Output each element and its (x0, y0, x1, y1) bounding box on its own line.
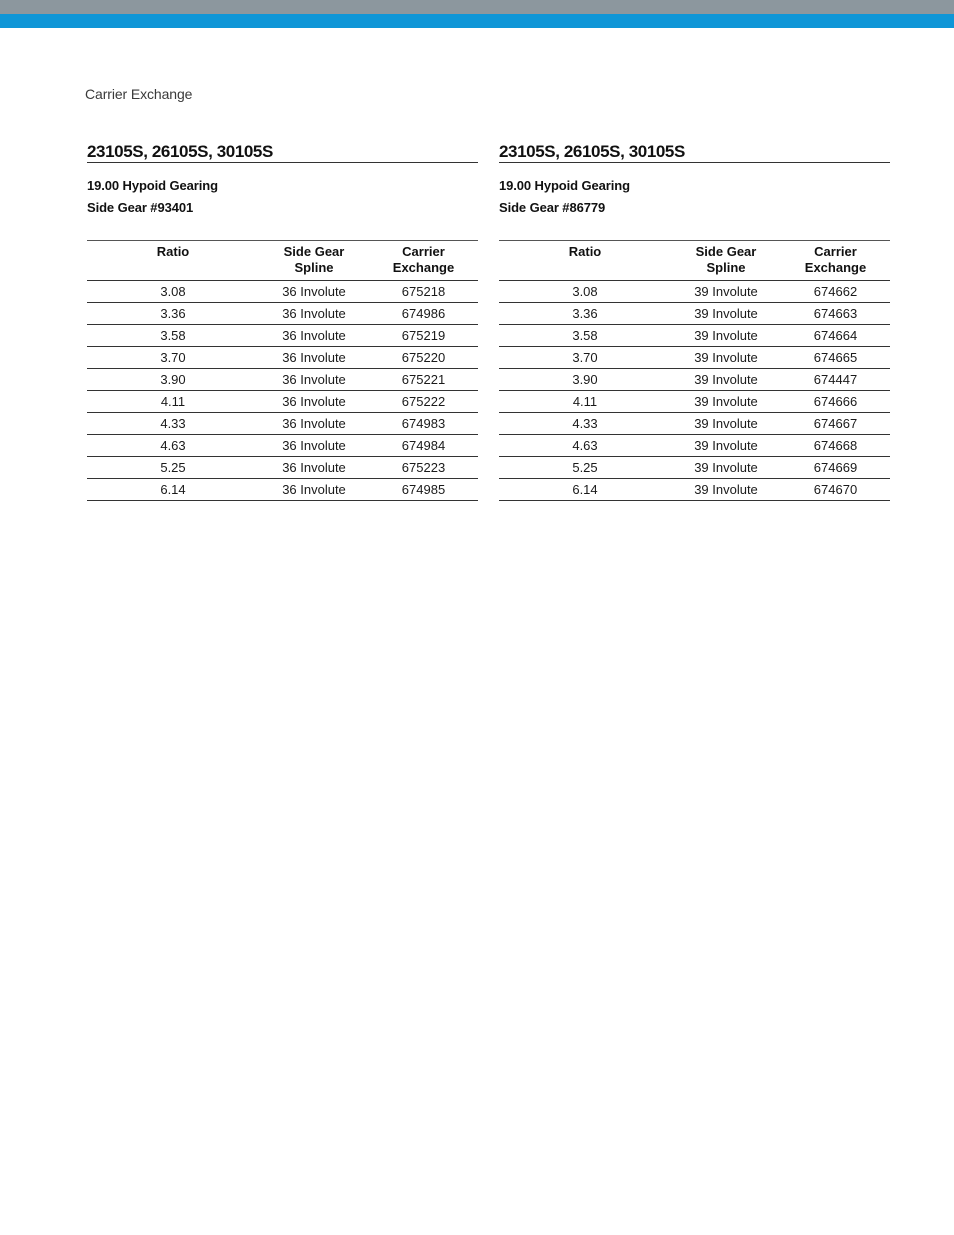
exchange-cell: 675218 (369, 281, 478, 303)
exchange-cell: 675219 (369, 325, 478, 347)
spline-cell: 39 Involute (671, 347, 781, 369)
table-row (87, 479, 478, 501)
ratio-cell: 4.63 (87, 435, 259, 457)
spline-cell: 36 Involute (259, 391, 369, 413)
side-gear-label: Side Gear #93401 (87, 200, 194, 215)
ratio-cell: 3.70 (499, 347, 671, 369)
table-row (87, 391, 478, 413)
top-bar-blue (0, 14, 954, 28)
table-row (499, 413, 890, 435)
spline-cell: 36 Involute (259, 369, 369, 391)
spline-cell: 39 Involute (671, 391, 781, 413)
spline-cell: 36 Involute (259, 303, 369, 325)
ratio-cell: 5.25 (87, 457, 259, 479)
column-header-exchange: Carrier Exchange (781, 241, 890, 281)
table-row (499, 479, 890, 501)
exchange-cell: 675222 (369, 391, 478, 413)
table-row (87, 369, 478, 391)
exchange-cell: 674986 (369, 303, 478, 325)
table-row (87, 325, 478, 347)
ratio-cell: 3.70 (87, 347, 259, 369)
exchange-cell: 674665 (781, 347, 890, 369)
spline-cell: 39 Involute (671, 457, 781, 479)
ratio-cell: 3.36 (499, 303, 671, 325)
exchange-cell: 674666 (781, 391, 890, 413)
table-row (499, 303, 890, 325)
exchange-cell: 674663 (781, 303, 890, 325)
spline-cell: 36 Involute (259, 281, 369, 303)
ratio-cell: 4.11 (499, 391, 671, 413)
exchange-cell: 675223 (369, 457, 478, 479)
spline-cell: 39 Involute (671, 369, 781, 391)
exchange-cell: 674670 (781, 479, 890, 501)
table-row (87, 303, 478, 325)
table-row (87, 457, 478, 479)
table-row (87, 413, 478, 435)
ratio-cell: 4.11 (87, 391, 259, 413)
spline-cell: 36 Involute (259, 435, 369, 457)
ratio-cell: 6.14 (499, 479, 671, 501)
table-row (499, 325, 890, 347)
exchange-cell: 674983 (369, 413, 478, 435)
ratio-cell: 3.58 (499, 325, 671, 347)
section-label: Carrier Exchange (85, 86, 193, 102)
table-row (499, 435, 890, 457)
ratio-cell: 5.25 (499, 457, 671, 479)
gearing-label: 19.00 Hypoid Gearing (87, 178, 218, 193)
exchange-cell: 674668 (781, 435, 890, 457)
exchange-cell: 674985 (369, 479, 478, 501)
exchange-cell: 674669 (781, 457, 890, 479)
column-header-spline: Side Gear Spline (671, 241, 781, 281)
table-row (499, 369, 890, 391)
table-row (87, 281, 478, 303)
gearing-label: 19.00 Hypoid Gearing (499, 178, 630, 193)
ratio-cell: 6.14 (87, 479, 259, 501)
table-header-row (499, 241, 890, 281)
side-gear-label: Side Gear #86779 (499, 200, 606, 215)
carrier-table-panel-right (499, 141, 890, 501)
table-row (499, 347, 890, 369)
carrier-table-panel-left (87, 141, 478, 501)
ratio-cell: 3.36 (87, 303, 259, 325)
panel-title: 23105S, 26105S, 30105S (499, 141, 890, 163)
carrier-exchange-table (499, 240, 890, 501)
exchange-cell: 675220 (369, 347, 478, 369)
exchange-cell: 674667 (781, 413, 890, 435)
column-header-spline: Side Gear Spline (259, 241, 369, 281)
exchange-cell: 675221 (369, 369, 478, 391)
ratio-cell: 3.58 (87, 325, 259, 347)
top-bar-gray (0, 0, 954, 14)
ratio-cell: 3.08 (499, 281, 671, 303)
spline-cell: 36 Involute (259, 325, 369, 347)
column-header-exchange: Carrier Exchange (369, 241, 478, 281)
spline-cell: 36 Involute (259, 457, 369, 479)
ratio-cell: 4.63 (499, 435, 671, 457)
carrier-exchange-table (87, 240, 478, 501)
table-row (87, 435, 478, 457)
ratio-cell: 4.33 (499, 413, 671, 435)
spline-cell: 39 Involute (671, 325, 781, 347)
exchange-cell: 674447 (781, 369, 890, 391)
table-row (499, 457, 890, 479)
table-header-row (87, 241, 478, 281)
exchange-cell: 674662 (781, 281, 890, 303)
panel-title: 23105S, 26105S, 30105S (87, 141, 478, 163)
spline-cell: 39 Involute (671, 479, 781, 501)
column-header-ratio: Ratio (87, 241, 259, 281)
column-header-ratio: Ratio (499, 241, 671, 281)
ratio-cell: 4.33 (87, 413, 259, 435)
ratio-cell: 3.90 (87, 369, 259, 391)
spline-cell: 36 Involute (259, 479, 369, 501)
spline-cell: 39 Involute (671, 303, 781, 325)
spline-cell: 39 Involute (671, 281, 781, 303)
table-row (87, 347, 478, 369)
spline-cell: 36 Involute (259, 413, 369, 435)
spline-cell: 39 Involute (671, 435, 781, 457)
exchange-cell: 674984 (369, 435, 478, 457)
spline-cell: 39 Involute (671, 413, 781, 435)
table-row (499, 391, 890, 413)
ratio-cell: 3.90 (499, 369, 671, 391)
exchange-cell: 674664 (781, 325, 890, 347)
ratio-cell: 3.08 (87, 281, 259, 303)
spline-cell: 36 Involute (259, 347, 369, 369)
table-row (499, 281, 890, 303)
